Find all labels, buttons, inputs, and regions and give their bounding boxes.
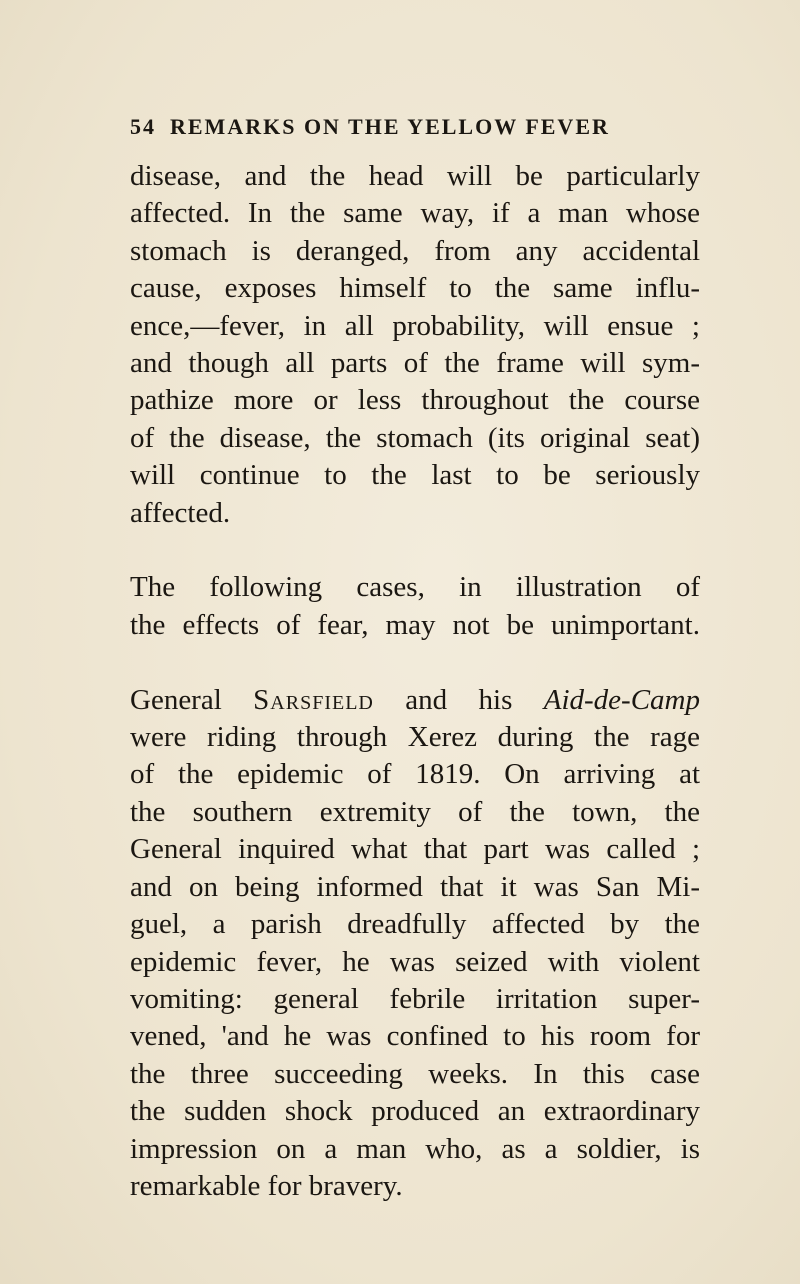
text-line: will continue to the last to be seriously bbox=[130, 459, 700, 492]
text-line: cause, exposes himself to the same influ- bbox=[130, 272, 700, 305]
text-line: the sudden shock produced an extraordinary bbox=[130, 1095, 700, 1128]
italic-term: Aid-de-Camp bbox=[543, 683, 700, 716]
paragraph-1 bbox=[130, 158, 700, 532]
text-line: disease, and the head will be particularly bbox=[130, 160, 700, 192]
person-name-sarsfield: Sarsfield bbox=[253, 683, 374, 716]
paragraph-2 bbox=[130, 569, 700, 644]
text-line: remarkable for bravery. bbox=[130, 1169, 403, 1202]
text-line: epidemic fever, he was seized with violent bbox=[130, 945, 700, 978]
text-fragment: General bbox=[130, 683, 254, 716]
text-line: of the disease, the stomach (its original seat) bbox=[130, 421, 700, 454]
text-line: impression on a man who, as a soldier, is bbox=[130, 1132, 700, 1165]
paragraph-3 bbox=[130, 682, 700, 1206]
text-line-with-name bbox=[130, 682, 700, 719]
text-line: were riding through Xerez during the rage bbox=[130, 721, 700, 754]
text-line: the southern extremity of the town, the bbox=[130, 795, 700, 828]
text-line: General inquired what that part was called ; bbox=[130, 833, 700, 866]
page-number: 54 bbox=[130, 114, 156, 139]
text-line: stomach is deranged, from any accidental bbox=[130, 234, 700, 267]
text-line: ence,—fever, in all probability, will ensue ; bbox=[130, 309, 700, 342]
text-line: The following cases, in illustration of bbox=[130, 571, 700, 604]
running-title: REMARKS ON THE YELLOW FEVER bbox=[170, 114, 610, 139]
text-line: of the epidemic of 1819. On arriving at bbox=[130, 758, 700, 791]
body-text bbox=[130, 158, 700, 1243]
text-fragment: and his bbox=[373, 683, 544, 716]
text-line: vened, 'and he was confined to his room for bbox=[130, 1020, 700, 1053]
text-line: affected. bbox=[130, 496, 231, 529]
text-line: the effects of fear, may not be unimportant. bbox=[130, 608, 700, 641]
text-line: vomiting: general febrile irritation super- bbox=[130, 982, 700, 1015]
text-line: pathize more or less throughout the course bbox=[130, 384, 700, 417]
text-line: and though all parts of the frame will sym- bbox=[130, 347, 700, 380]
text-line: affected. In the same way, if a man whose bbox=[130, 197, 700, 230]
text-line: and on being informed that it was San Mi- bbox=[130, 870, 700, 903]
running-head bbox=[130, 114, 690, 140]
text-line: guel, a parish dreadfully affected by the bbox=[130, 908, 700, 941]
text-line: the three succeeding weeks. In this case bbox=[130, 1057, 700, 1090]
